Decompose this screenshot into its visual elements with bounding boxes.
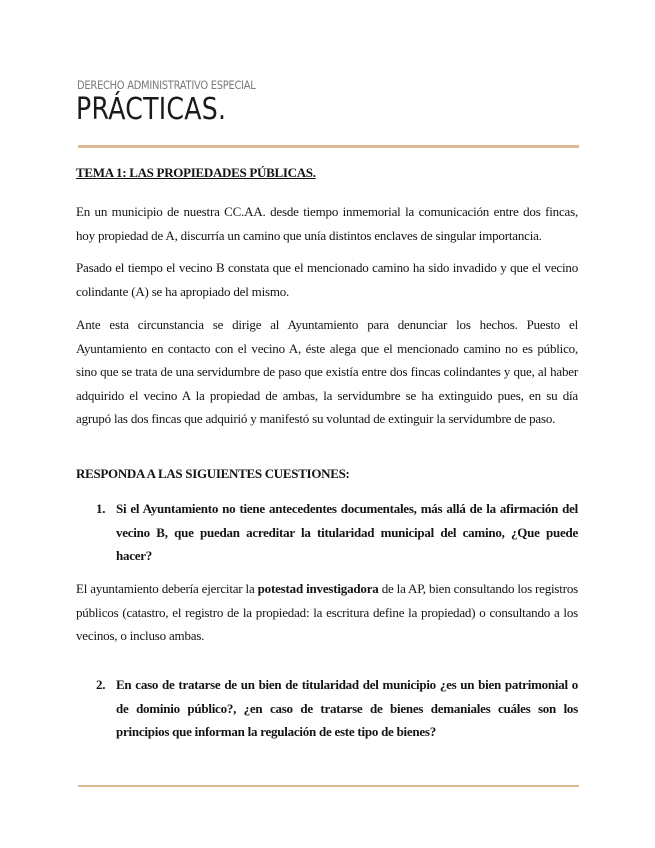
answer-1-keyword: potestad investigadora — [257, 581, 379, 596]
question-2-number: 2. — [96, 677, 106, 692]
paragraph-invasion: Pasado el tiempo el vecino B constata que el mencionado camino ha sido invadido y que el vecino colindante (A) se ha apropiado del mismo. — [76, 260, 578, 299]
question-2-text: En caso de tratarse de un bien de titularidad del municipio ¿es un bien patrimonial o de dominio público?, ¿en caso de tratarse de bienes demaniales cuáles son los principios que informan la regulación de este tipo de bienes? — [116, 677, 578, 739]
section-heading: TEMA 1: LAS PROPIEDADES PÚBLICAS. — [76, 165, 316, 180]
course-subject: DERECHO ADMINISTRATIVO ESPECIAL — [77, 78, 256, 92]
answer-1-rest: de la AP, bien consultando los registros públicos (catastro, el registro de la propiedad: la escritura define la propiedad) o consultando a los vecinos, o incluso ambas. — [76, 581, 578, 643]
answer-1 — [76, 577, 578, 648]
paragraph-complaint: Ante esta circunstancia se dirige al Ayuntamiento para denunciar los hechos. Puesto el Ayuntamiento en contacto con el vecino A, éste alega que el mencionado camino no es público, sino que se trata de una servidumbre de paso que existía entre dos fincas colindantes y que, al haber adquirido el vecino A la propiedad de ambas, la servidumbre se ha extinguido pues, en su día agrupó las dos fincas que adquirió y manifestó su voluntad de extinguir la servidumbre de paso. — [76, 317, 578, 426]
page-title: PRÁCTICAS. — [76, 92, 227, 127]
bottom-divider — [78, 785, 579, 787]
question-1-text: Si el Ayuntamiento no tiene antecedentes documentales, más allá de la afirmación del vecino B, que puedan acreditar la titularidad municipal del camino, ¿Que puede hacer? — [116, 501, 578, 563]
answer-1-lead: El ayuntamiento debería ejercitar la — [76, 581, 258, 596]
top-divider — [78, 145, 579, 148]
paragraph-intro: En un municipio de nuestra CC.AA. desde tiempo inmemorial la comunicación entre dos fincas, hoy propiedad de A, discurría un camino que unía distintos enclaves de singular importancia. — [76, 204, 578, 243]
question-2 — [76, 673, 578, 744]
question-1 — [76, 497, 578, 568]
question-1-number: 1. — [96, 501, 106, 516]
questions-heading: RESPONDA A LAS SIGUIENTES CUESTIONES: — [76, 466, 350, 481]
